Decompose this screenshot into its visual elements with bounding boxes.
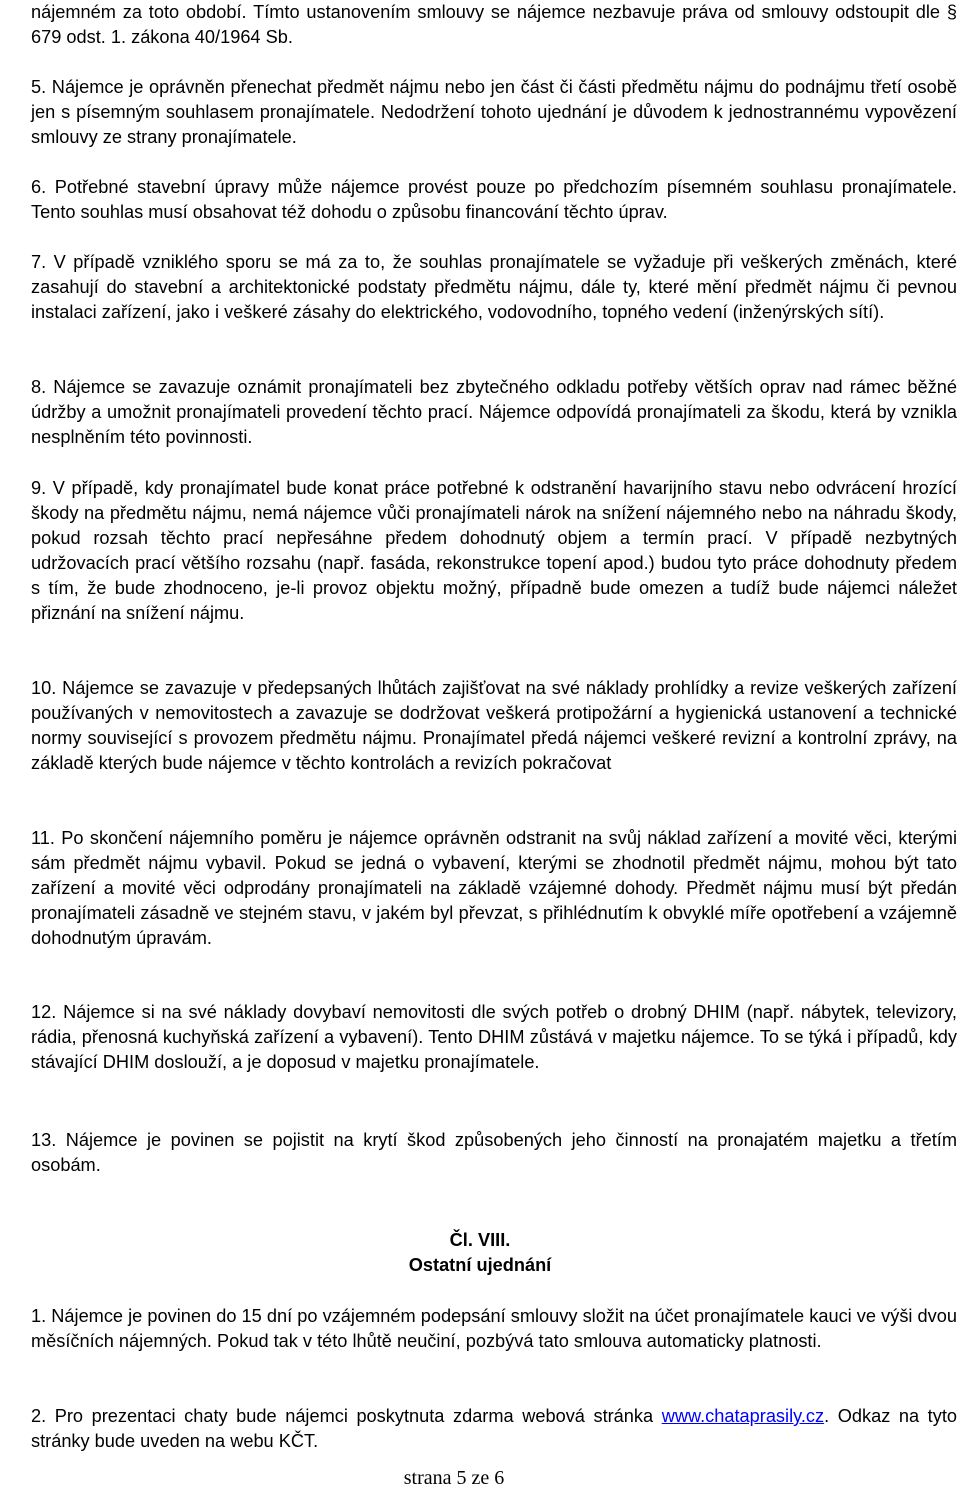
clause-4-end: nájemném za toto období. Tímto ustanovením smlouvy se nájemce nezbavuje práva od smlouvy odstoupit dle § 679 odst. 1. zákona 40/1964 Sb. xyxy=(31,2,957,47)
other-clause-2-text-end: . Odkaz na tyto stránky bude uveden na webu KČT. xyxy=(31,1406,957,1451)
clause-5: 5. Nájemce je oprávněn přenechat předmět nájmu nebo jen část či části předmětu nájmu do podnájmu třetí osobě jen s písemným souhlasem pronajímatele. Nedodržení tohoto ujednání je důvodem k jednostrannému vypovězení smlouvy ze strany pronajímatele. xyxy=(31,77,957,147)
clause-6: 6. Potřebné stavební úpravy může nájemce provést pouze po předchozím písemném souhlasu pronajímatele. Tento souhlas musí obsahovat též dohodu o způsobu financování těchto úprav. xyxy=(31,177,957,222)
other-clause-2-text: 2. Pro prezentaci chaty bude nájemci poskytnuta zdarma webová stránka xyxy=(31,1406,662,1426)
clause-13: 13. Nájemce je povinen se pojistit na krytí škod způsobených jeho činností na pronajatém majetku a třetím osobám. xyxy=(31,1130,957,1175)
clause-7: 7. V případě vzniklého sporu se má za to, že souhlas pronajímatele se vyžaduje při veškerých změnách, které zasahují do stavební a architektonické podstaty předmětu nájmu, dále ty, které mění předmět nájmu či pevnou instalaci zařízení, jako i veškeré zásahy do elektrického, vodovodního, topného vedení (inženýrských sítí). xyxy=(31,252,957,322)
clause-10: 10. Nájemce se zavazuje v předepsaných lhůtách zajišťovat na své náklady prohlídky a revize veškerých zařízení používaných v nemovitostech a zavazuje se dodržovat veškerá protipožární a hygienická ustanovení a technické normy související s provozem předmětu nájmu. Pronajímatel předá nájemci veškeré revizní a kontrolní zprávy, na základě kterých bude nájemce v těchto kontrolách a revizích pokračovat xyxy=(31,678,957,773)
clause-9: 9. V případě, kdy pronajímatel bude konat práce potřebné k odstranění havarijního stavu nebo odvrácení hrozící škody na předmětu nájmu, nemá nájemce vůči pronajímateli nárok na snížení nájemného nebo na náhradu škody, pokud rozsah těchto prací nepřesáhne předem dohodnutý objem a termín prací. V případě nezbytných udržovacích prací většího rozsahu (např. fasáda, rekonstrukce topení apod.) budou tyto práce dohodnuty předem s tím, že bude zhodnoceno, je-li provoz objektu možný, případně bude omezen a tudíž bude nájemci náležet přiznání na snížení nájmu. xyxy=(31,478,957,623)
clause-12: 12. Nájemce si na své náklady dovybaví nemovitosti dle svých potřeb o drobný DHIM (např. nábytek, televizory, rádia, přenosná kuchyňská zařízení a vybavení). Tento DHIM zůstává v majetku nájemce. To se týká i případů, kdy stávající DHIM doslouží, a je doposud v majetku pronajímatele. xyxy=(31,1002,957,1072)
clause-8: 8. Nájemce se zavazuje oznámit pronajímateli bez zbytečného odkladu potřeby větších oprav nad rámec běžné údržby a umožnit pronajímateli provedení těchto prací. Nájemce odpovídá pronajímateli za škodu, která by vznikla nesplněním této povinnosti. xyxy=(31,377,957,447)
other-clause-2 xyxy=(31,1404,957,1454)
website-link[interactable]: www.chataprasily.cz xyxy=(661,1406,825,1426)
section-number: Čl. VIII. xyxy=(449,1230,511,1250)
clause-11: 11. Po skončení nájemního poměru je nájemce oprávněn odstranit na svůj náklad zařízení a movité věci, kterými sám předmět nájmu vybavil. Pokud se jedná o vybavení, kterými se zhodnotil předmět nájmu, mohou být tato zařízení a movité věci odprodány pronajímateli na základě vzájemné dohody. Předmět nájmu musí být předán pronajímateli zásadně ve stejném stavu, v jakém byl převzat, s přihlédnutím k obvyklé míře opotřebení a vzájemně dohodnutým úpravám. xyxy=(31,828,957,948)
other-clause-1: 1. Nájemce je povinen do 15 dní po vzájemném podepsání smlouvy složit na účet pronajímatele kauci ve výši dvou měsíčních nájemných. Pokud tak v této lhůtě neučiní, pozbývá tato smlouva automaticky platnosti. xyxy=(31,1306,957,1351)
section-title: Ostatní ujednání xyxy=(408,1255,552,1275)
page-number: strana 5 ze 6 xyxy=(403,1467,505,1489)
